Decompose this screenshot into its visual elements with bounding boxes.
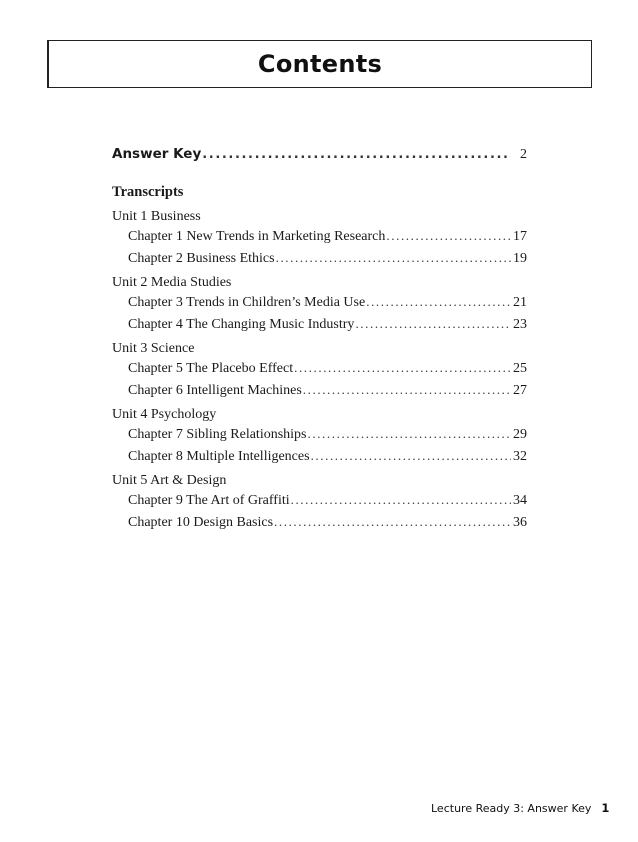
toc-entry-page: 36	[513, 515, 527, 530]
toc-entry-page: 32	[513, 449, 527, 464]
toc-entry-label: Chapter 9 The Art of Graffiti	[128, 493, 290, 508]
toc-entry-page: 19	[513, 251, 527, 266]
toc-entry-label: Chapter 8 Multiple Intelligences	[128, 449, 310, 464]
toc-entry-page: 21	[513, 295, 527, 310]
toc-entry-label: Answer Key	[112, 146, 202, 162]
page-footer	[431, 801, 610, 815]
toc-entry-chapter-4[interactable]	[112, 316, 527, 338]
unit-heading: Unit 2 Media Studies	[112, 275, 232, 290]
toc-entry-label: Chapter 3 Trends in Children’s Media Use	[128, 295, 366, 310]
dot-leader	[276, 250, 511, 266]
unit-heading: Unit 3 Science	[112, 341, 195, 356]
toc-entry-page: 23	[513, 317, 527, 332]
toc-entry-label: Chapter 4 The Changing Music Industry	[128, 317, 355, 332]
toc-entry-chapter-1[interactable]	[112, 228, 527, 250]
toc-entry-label: Chapter 1 New Trends in Marketing Research	[128, 229, 386, 244]
unit-heading: Unit 5 Art & Design	[112, 473, 227, 488]
dot-leader	[291, 492, 511, 508]
dot-leader	[311, 448, 511, 464]
dot-leader	[386, 228, 511, 244]
footer-book-title: Lecture Ready 3: Answer Key	[431, 802, 592, 815]
unit-heading: Unit 1 Business	[112, 209, 201, 224]
dot-leader	[366, 294, 511, 310]
toc-entry-chapter-7[interactable]	[112, 426, 527, 448]
dot-leader	[274, 514, 511, 530]
toc-entry-page: 29	[513, 427, 527, 442]
toc-entry-chapter-2[interactable]	[112, 250, 527, 272]
unit-heading: Unit 4 Psychology	[112, 407, 217, 422]
toc-entry-page: 27	[513, 383, 527, 398]
contents-title-box	[47, 40, 592, 88]
toc-entry-label: Chapter 7 Sibling Relationships	[128, 427, 307, 442]
toc-entry-chapter-9[interactable]	[112, 492, 527, 514]
section-heading-transcripts: Transcripts	[112, 184, 184, 200]
toc-entry-label: Chapter 10 Design Basics	[128, 515, 274, 530]
toc-entry-chapter-5[interactable]	[112, 360, 527, 382]
toc-entry-chapter-10[interactable]	[112, 514, 527, 536]
footer-page-number: 1	[601, 801, 610, 815]
toc-entry-label: Chapter 5 The Placebo Effect	[128, 361, 294, 376]
toc-entry-chapter-3[interactable]	[112, 294, 527, 316]
dot-leader	[308, 426, 512, 442]
toc-entry-page: 2	[520, 147, 527, 162]
dot-leader	[294, 360, 511, 376]
toc-entry-answer-key[interactable]	[112, 146, 527, 170]
toc-entry-page: 17	[513, 229, 527, 244]
toc-entry-page: 34	[513, 493, 527, 508]
dot-leader	[202, 147, 511, 162]
toc-entry-chapter-6[interactable]	[112, 382, 527, 404]
toc-entry-chapter-8[interactable]	[112, 448, 527, 470]
toc-entry-page: 25	[513, 361, 527, 376]
dot-leader	[355, 316, 511, 332]
toc-entry-label: Chapter 6 Intelligent Machines	[128, 383, 302, 398]
dot-leader	[303, 382, 511, 398]
page-title: Contents	[257, 50, 383, 78]
table-of-contents	[112, 146, 527, 536]
toc-entry-label: Chapter 2 Business Ethics	[128, 251, 275, 266]
